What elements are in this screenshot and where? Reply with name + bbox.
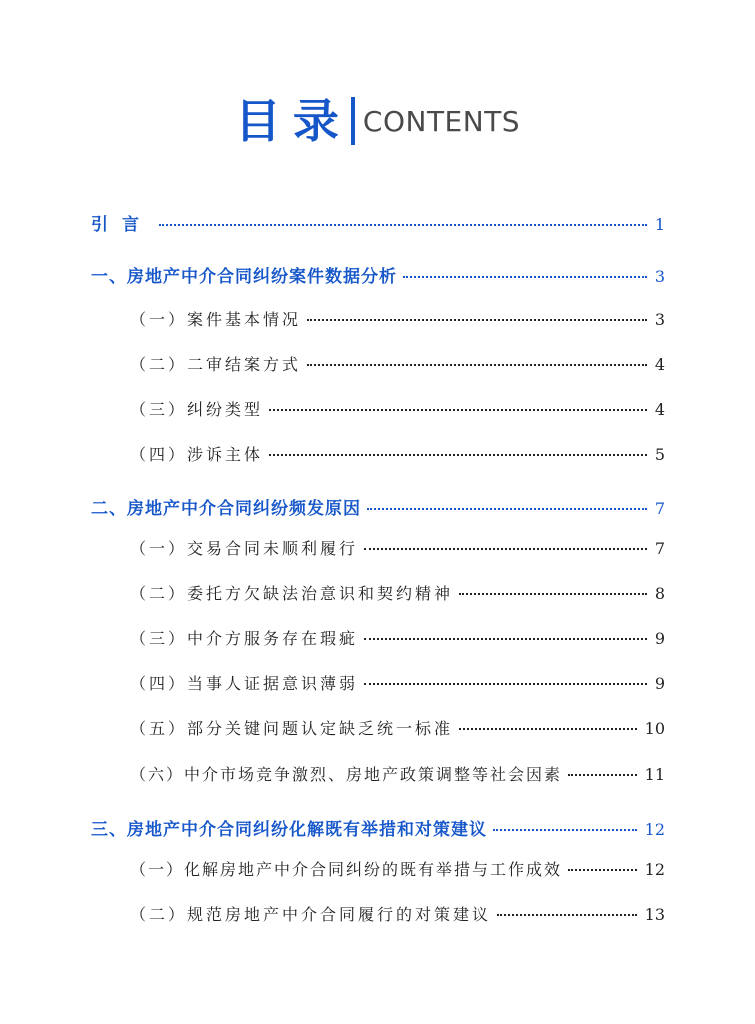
dot-leader — [364, 638, 647, 640]
toc-entry-section-1-2[interactable] — [130, 352, 665, 380]
dot-leader — [364, 548, 647, 550]
dot-leader — [367, 508, 647, 510]
toc-entry-page: 13 — [644, 905, 665, 924]
toc-entry-label: （六）中介市场竞争激烈、房地产政策调整等社会因素 — [130, 765, 563, 784]
toc-entry-page: 4 — [654, 355, 665, 374]
toc-entry-label: （二）规范房地产中介合同履行的对策建议 — [130, 905, 492, 924]
toc-entry-section-3[interactable] — [91, 815, 665, 843]
toc-entry-section-3-2[interactable] — [130, 902, 665, 930]
dot-leader — [459, 728, 637, 730]
toc-entry-section-1-1[interactable] — [130, 307, 665, 335]
toc-entry-section-1[interactable] — [91, 262, 665, 290]
dot-leader — [307, 364, 647, 366]
toc-entry-page: 5 — [654, 445, 665, 464]
toc-entry-label: （一）案件基本情况 — [130, 310, 302, 329]
toc-entry-page: 12 — [644, 860, 665, 879]
toc-entry-section-2-5[interactable] — [130, 716, 665, 744]
toc-entry-page: 4 — [654, 400, 665, 419]
toc-entry-label: （五）部分关键问题认定缺乏统一标准 — [130, 719, 454, 738]
toc-entry-introduction[interactable] — [91, 210, 665, 238]
toc-entry-page: 7 — [654, 539, 665, 558]
dot-leader — [159, 224, 647, 226]
toc-entry-label: （三）纠纷类型 — [130, 400, 264, 419]
toc-title: 目录 — [234, 94, 351, 148]
toc-entry-page: 1 — [654, 215, 665, 234]
toc-entry-page: 11 — [644, 765, 665, 784]
toc-entry-label: 一、房地产中介合同纠纷案件数据分析 — [91, 267, 397, 287]
toc-entry-page: 3 — [654, 310, 665, 329]
dot-leader — [568, 869, 637, 871]
toc-entry-label: （二）委托方欠缺法治意识和契约精神 — [130, 584, 454, 603]
toc-entry-label: 三、房地产中介合同纠纷化解既有举措和对策建议 — [91, 820, 487, 840]
toc-entry-section-2-1[interactable] — [130, 536, 665, 564]
toc-entry-label: （二）二审结案方式 — [130, 355, 302, 374]
toc-entry-page: 7 — [654, 499, 665, 518]
dot-leader — [269, 454, 647, 456]
toc-entry-section-3-1[interactable] — [130, 857, 665, 885]
dot-leader — [568, 774, 637, 776]
dot-leader — [307, 319, 647, 321]
toc-entry-page: 12 — [644, 820, 665, 839]
toc-title-english: CONTENTS — [362, 105, 521, 138]
toc-entry-section-2-2[interactable] — [130, 581, 665, 609]
toc-entry-label: 引言 — [91, 215, 153, 235]
toc-entry-section-2-3[interactable] — [130, 626, 665, 654]
toc-entry-page: 3 — [654, 267, 665, 286]
toc-entry-page: 8 — [654, 584, 665, 603]
toc-entry-section-1-3[interactable] — [130, 397, 665, 425]
dot-leader — [497, 914, 637, 916]
toc-entry-label: （四）涉诉主体 — [130, 445, 264, 464]
toc-entry-page: 9 — [654, 674, 665, 693]
dot-leader — [493, 829, 637, 831]
dot-leader — [403, 276, 647, 278]
toc-entry-section-2-4[interactable] — [130, 671, 665, 699]
toc-entry-label: （三）中介方服务存在瑕疵 — [130, 629, 359, 648]
toc-entry-label: （一）化解房地产中介合同纠纷的既有举措与工作成效 — [130, 860, 563, 879]
toc-entry-section-1-4[interactable] — [130, 442, 665, 470]
toc-entry-label: 二、房地产中介合同纠纷频发原因 — [91, 499, 361, 519]
dot-leader — [364, 683, 647, 685]
toc-entry-section-2-6[interactable] — [130, 762, 665, 790]
toc-entry-label: （一）交易合同未顺利履行 — [130, 539, 359, 558]
toc-entry-label: （四）当事人证据意识薄弱 — [130, 674, 359, 693]
toc-entry-page: 10 — [644, 719, 665, 738]
dot-leader — [459, 593, 647, 595]
dot-leader — [269, 409, 647, 411]
toc-entry-page: 9 — [654, 629, 665, 648]
toc-entry-section-2[interactable] — [91, 494, 665, 522]
